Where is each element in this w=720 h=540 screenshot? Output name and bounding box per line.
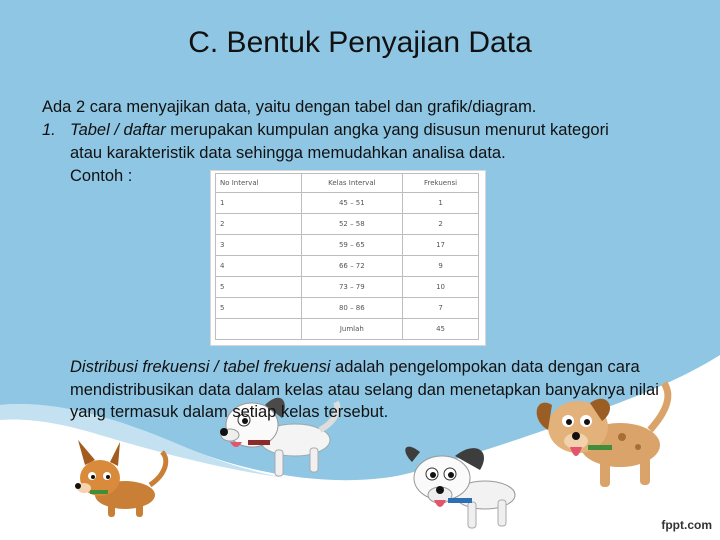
table-cell: 5: [216, 298, 302, 319]
example-label: Contoh :: [70, 167, 133, 185]
table-row: [216, 277, 479, 298]
list-term: Tabel / daftar: [70, 121, 166, 139]
table-header-row: [216, 174, 479, 193]
list-item-1: [42, 119, 682, 142]
table-cell: 66 – 72: [301, 256, 403, 277]
table-cell: 1: [403, 193, 479, 214]
column-header: Kelas Interval: [301, 174, 403, 193]
definition-paragraph: [70, 356, 670, 424]
frequency-table-image: [210, 170, 486, 346]
column-header: Frekuensi: [403, 174, 479, 193]
table-row: [216, 214, 479, 235]
definition-term: Distribusi frekuensi / tabel frekuensi: [70, 358, 331, 376]
table-cell: 9: [403, 256, 479, 277]
table-cell: 17: [403, 235, 479, 256]
table-row: [216, 256, 479, 277]
frequency-table: [215, 173, 479, 340]
table-cell: 5: [216, 277, 302, 298]
table-cell: 45: [403, 319, 479, 340]
table-cell: Jumlah: [301, 319, 403, 340]
table-cell: 80 – 86: [301, 298, 403, 319]
column-header: No Interval: [216, 174, 302, 193]
table-cell: 52 – 58: [301, 214, 403, 235]
brand-logo: fppt.com: [661, 518, 712, 532]
table-cell: 10: [403, 277, 479, 298]
table-cell: [216, 319, 302, 340]
table-row: [216, 298, 479, 319]
table-cell: 73 – 79: [301, 277, 403, 298]
table-cell: 2: [403, 214, 479, 235]
table-cell: 2: [216, 214, 302, 235]
intro-text: Ada 2 cara menyajikan data, yaitu dengan tabel dan grafik/diagram.: [42, 98, 537, 116]
orange-dog-illustration: [75, 440, 166, 517]
table-cell: 59 – 65: [301, 235, 403, 256]
list-item-1-continued: atau karakteristik data sehingga memudahkan analisa data.: [70, 144, 506, 162]
table-cell: 7: [403, 298, 479, 319]
table-row: [216, 193, 479, 214]
table-total-row: [216, 319, 479, 340]
table-cell: 4: [216, 256, 302, 277]
table-cell: 45 – 51: [301, 193, 403, 214]
table-row: [216, 235, 479, 256]
table-cell: 3: [216, 235, 302, 256]
slide-title: C. Bentuk Penyajian Data: [188, 26, 532, 59]
list-number: 1.: [42, 121, 56, 139]
list-text: merupakan kumpulan angka yang disusun menurut kategori: [165, 121, 609, 139]
table-cell: 1: [216, 193, 302, 214]
definition-text: adalah pengelompokan data dengan cara mendistribusikan data dalam kelas atau selang dan menetapkan banyaknya nilai yang termasuk dalam setiap kelas tersebut.: [70, 358, 659, 421]
